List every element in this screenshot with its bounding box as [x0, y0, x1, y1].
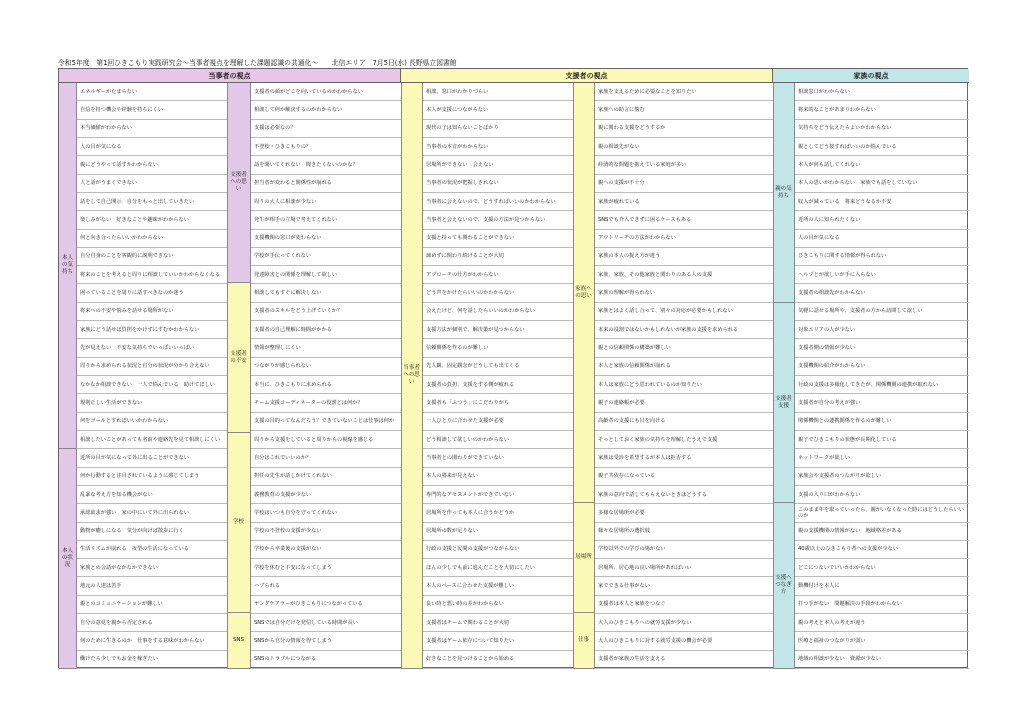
table-cell: 相談、窓口がわかりづらい [423, 83, 573, 101]
table-cell: 経済的な問題を抱えている家庭が多い [595, 156, 773, 174]
table-cell: 周りから求められる状況と自分の状況が分かり合えない [77, 358, 227, 376]
table-cell: 会えたけど、何を話したらいいのかわからない [423, 303, 573, 321]
table-cell: 人の目が気になる [795, 230, 969, 248]
table-cell: 支援者が家族の生活を支える [595, 651, 773, 669]
table-cell: 何か行動すると注目されているように感じてしまう [77, 468, 227, 486]
table-cell: 家族が疲れている [595, 193, 773, 211]
table-cell: 居場所、居心地の良い場所があればいい [595, 559, 773, 577]
table-cell: そっとしておく家族の気持ちを理解したうえで支援 [595, 431, 773, 449]
category-sns: SNS [227, 613, 251, 669]
table-cell: 良い時と悪い時の差がわからない [423, 596, 573, 614]
table-cell: 諦めずに関わり続けることが大切 [423, 248, 573, 266]
category-oya-kimochi: 親の気持ち [773, 83, 795, 303]
table-cell: SNSから自分の情報を得てしまう [251, 632, 401, 650]
table-cell: 気軽に話せる場所や、支援者の方から訪問して欲しい [795, 303, 969, 321]
table-cell: SNSのトラブルにつながる [251, 651, 401, 669]
table-cell: 居場所の数が足りない [423, 523, 573, 541]
table-cell: 生活リズムが崩れる 夜型の生活になっている [77, 541, 227, 559]
table-cell: 周りから支援をしていると周りからの視線を感じる [251, 431, 401, 449]
table-cell: 何をゴールとすればいいかわからない [77, 413, 227, 431]
table-cell: 支援の目的ってなんだろう？できていないことは仕事は何か [251, 413, 401, 431]
table-cell: 支援者も「ふつう」にこだわりがち [423, 394, 573, 412]
table-cell: 自分の意見を親から否定される [77, 614, 227, 632]
table-cell: 近所の人に知られたくない [795, 211, 969, 229]
table-cell: 話をして自己開示 自分をもっと出していきたい [77, 193, 227, 211]
table-cell: 本人は家族にどう思われているのか知りたい [595, 376, 773, 394]
table-cell: 好きなことを見つけることから始める [423, 651, 573, 669]
table-cell: 学校を休むと不安になってしまう [251, 559, 401, 577]
table-cell: 本人の将来が見えない [423, 468, 573, 486]
table-cell: 不登校・ひきこもりの？ [251, 138, 401, 156]
table-cell: 学校はいつも自分を守ってくれない [251, 504, 401, 522]
table-cell: 親子の連絡帳が必要 [595, 394, 773, 412]
table-cell: アプローチの仕方がわからない [423, 266, 573, 284]
table-cell: 家族は受診を希望するが本人は拒否する [595, 449, 773, 467]
table-cell: 親の考えと本人の考えが違う [795, 614, 969, 632]
table-cell: 家族の理解が得られない [595, 284, 773, 302]
table-cell: 家族への助言に悩む [595, 101, 773, 119]
category-ibasho: 居場所 [573, 503, 595, 613]
table-cell: 周りの大人に相談が少ない [251, 193, 401, 211]
table-cell: 当事者と会えないので、支援の方法が見つからない [423, 211, 573, 229]
table-cell: 将来のことを考えると周りに相談していいかわからなくなる [77, 266, 227, 284]
table-cell: エネルギーがたまらない [77, 83, 227, 101]
table-cell: 何と向き合ったらいいかわからない [77, 230, 227, 248]
category-honnin-kimochi: 本人の気持ち [59, 83, 77, 449]
table-cell: 信頼関係を作るのが難しい [423, 339, 573, 357]
table-cell: 居場所ができない 会えない [423, 156, 573, 174]
table-cell: 支援方法が個別で、解決策が見つからない [423, 321, 573, 339]
table-cell: 働けたら少しでもお金を稼ぎたい [77, 651, 227, 669]
table-cell: 行政の支援と民間の支援がつながらない [423, 541, 573, 559]
table-cell: 多様な居場所が必要 [595, 504, 773, 522]
table-cell: 様々な居場所の選択肢 [595, 523, 773, 541]
table-cell: 一人ひとりに合わせた支援が必要 [423, 413, 573, 431]
table-cell: 支援は必要なの？ [251, 120, 401, 138]
table-cell: 情報が整理しにくい [251, 339, 401, 357]
table-cell: 親とのコミュニケーションが難しい [77, 596, 227, 614]
table-cell: 発生が相手の立場で考えてくれない [251, 211, 401, 229]
table-cell: 学校の不登校の支援が少ない [251, 523, 401, 541]
table-cell: 人と話がうまくできない [77, 175, 227, 193]
table-cell: 乱暴な考え方を知る機会がない [77, 486, 227, 504]
category-shiensha-tsunagi: 支援へつなぎ方 [773, 503, 795, 669]
header-tojisha: 当事者の視点 [59, 69, 401, 83]
table-cell: 相談してもすぐに解決しない [251, 284, 401, 302]
table-cell: ネットワークが欲しい [795, 449, 969, 467]
table-cell: 支援機関の紹介がわからない [795, 358, 969, 376]
table-cell: 専門的なアセスメントができていない [423, 486, 573, 504]
table-cell: 家族にどう話せば負担をかけずにすむかわからない [77, 321, 227, 339]
document-title: 令和5年度 第1回ひきこもり実践研究会～当事者視点を理解した課題認識の共通化～ 北信エリア 7月5日(水) 長野県立図書館 [58, 59, 457, 67]
table-cell: 承認欲求が強い 家の中にいて外に出られない [77, 504, 227, 522]
table-cell: 支援機関の窓口が変わらない [251, 230, 401, 248]
table-cell: 大人のひきこもりに対する就労支援の機会が必要 [595, 632, 773, 650]
table-cell: 支援者側の情報が少ない [795, 339, 969, 357]
table-cell: ハブられる [251, 577, 401, 595]
table-cell: 学校から卒業後の支援がない [251, 541, 401, 559]
table-cell: 親にどうやって話すかわからない [77, 156, 227, 174]
table-cell: 家でできる仕事がない [595, 577, 773, 595]
table-cell: 相談したいことがあっても名前や連絡先を見て相談しにくい [77, 431, 227, 449]
table-cell: 家族との会話がなかなかできない [77, 559, 227, 577]
table-cell: 打つ手がない 問題解決の手段がわからない [795, 596, 969, 614]
category-honnin-joukyou: 本人の状況 [59, 449, 77, 669]
table-cell: 本当に、ひきこもりに求められる [251, 376, 401, 394]
table-cell: チーム支援コーディネーターの役割とは何か？ [251, 394, 401, 412]
table-cell: 近所の目が気になって外に出ることができない [77, 449, 227, 467]
table-cell: 将来的なことがあまりわからない [795, 101, 969, 119]
table-cell: 本人のペースに合わせた支援が難しい [423, 577, 573, 595]
table-cell: 親の支援機関の情報がない 地域格差がある [795, 523, 969, 541]
category-gakkou: 学校 [227, 433, 251, 613]
table-cell: 支援と持っても関わることができない [423, 230, 573, 248]
table-cell: 学校が手伝ってくれない [251, 248, 401, 266]
table-cell: SNSでは自分だけを発信している時間が長い [251, 614, 401, 632]
table-cell: 親子でひきこもりの状態が長期化している [795, 431, 969, 449]
table-cell: 地域の相談が少ない 資源が少ない [795, 651, 969, 669]
category-tojisha-omoi: 当事者への思い [401, 83, 423, 669]
table-cell: 人の目が気になる [77, 138, 227, 156]
table-cell: 義務教育の支援が少ない [251, 486, 401, 504]
table-cell: 担当者が変わると関係性が崩れる [251, 175, 401, 193]
column-kazoku-1 [795, 83, 969, 669]
table-cell: 担任の先生が話しかけてくれない [251, 468, 401, 486]
table-cell: 支援者は本人と家族をつなぐ [595, 596, 773, 614]
table-cell: 関係機関との連携関係を作るのが難しい [795, 413, 969, 431]
table-cell: 気持ちをどう伝えたらよいかわからない [795, 120, 969, 138]
table-cell: 対象エリアの人が少ない [795, 321, 969, 339]
table-cell: 規則正しい生活ができない [77, 394, 227, 412]
table-cell: 居場所を作っても本人に合うかどうか [423, 504, 573, 522]
table-cell: アウトリーチの方法がわからない [595, 230, 773, 248]
table-cell: 先人観、固定観念がどうしても出てくる [423, 358, 573, 376]
table-cell: 相談窓口がわからない [795, 83, 969, 101]
table-cell: 動機付けを本人に [795, 577, 969, 595]
table-cell: 支援者はチームで関わることが大切 [423, 614, 573, 632]
table-cell: 支援者が自分の考えが強い [795, 394, 969, 412]
table-cell: 親との信頼関係の構築が難しい [595, 339, 773, 357]
table-cell: 当事者との関わりができていない [423, 449, 573, 467]
table-cell: 行政の支援は多様化してきたが、関係機関の連携が取れない [795, 376, 969, 394]
table-cell: 本人と家族の信頼関係が崩れる [595, 358, 773, 376]
table-cell: 家族の意向で話してもらえないときはどうする [595, 486, 773, 504]
table-cell: 現代の子は知らないことばかり [423, 120, 573, 138]
table-cell: 当事者の本音がわからない [423, 138, 573, 156]
table-cell: 親に関わる支援をどうするか [595, 120, 773, 138]
table-cell: SNSでも介入できずに困るケースもある [595, 211, 773, 229]
issue-table [58, 68, 968, 668]
table-cell: 相談して何か解決するのかわからない [251, 101, 401, 119]
table-cell: 家族とはよく話し合って、別々の対応が必要かもしれない [595, 303, 773, 321]
table-cell: 家族会や支援者のつながりが欲しい [795, 468, 969, 486]
table-cell: 親の相談先がない [595, 138, 773, 156]
table-cell: 40歳以上のひきこもり者への支援が少ない [795, 541, 969, 559]
table-cell: 先が見えない 不安な気持ちでいっぱいいっぱい [77, 339, 227, 357]
table-cell: 支援者の顔がどこを向いているのかわからない [251, 83, 401, 101]
table-cell: 自信を持つ機会や経験を持ちにくい [77, 101, 227, 119]
column-shiensha-1 [423, 83, 573, 669]
table-cell: 自分はこれでいいのか？ [251, 449, 401, 467]
column-tojisha-2 [251, 83, 401, 669]
table-cell: 本当価値がわからない [77, 120, 227, 138]
table-cell: ひきこもりに関する情報が得られない [795, 248, 969, 266]
table-cell: 大人のひきこもりへの就労支援が少ない [595, 614, 773, 632]
table-cell: 本来の役割ではないかもしれないが家族の支援を求められる [595, 321, 773, 339]
table-cell: 親子共依存になっている [595, 468, 773, 486]
header-kazoku: 家族の視点 [773, 69, 969, 83]
table-cell: 家族を支えるために必要なことを知りたい [595, 83, 773, 101]
table-cell: どう声をかけたらいいのかわからない [423, 284, 573, 302]
category-shiensha-fuan: 支援者の不安 [227, 283, 251, 433]
table-cell: ヘルプとが欲しいが手に入らない [795, 266, 969, 284]
category-shigoto: 仕事 [573, 613, 595, 669]
table-cell: 困っていることを周りに話すべきなのか迷う [77, 284, 227, 302]
table-cell: 家族、家族、その他家族と関わりのある人の支援 [595, 266, 773, 284]
table-cell: 何のために生きるのか 仕事をする意味がわからない [77, 632, 227, 650]
table-cell: 自分自身のことを客観的に説明できない [77, 248, 227, 266]
table-cell: このまま年を取っていったら、親がいなくなった時にはどうしたらいいのか [795, 504, 969, 522]
table-cell: 支援者はゲーム依存について知りたい [423, 632, 573, 650]
table-cell: 本人が何も話してくれない [795, 156, 969, 174]
table-cell: つながりが感じられない [251, 358, 401, 376]
table-cell: 収入が減っている 将来どうなるか不安 [795, 193, 969, 211]
table-cell: 高齢者の支援にも目を向ける [595, 413, 773, 431]
table-cell: 動物が癒しになる 気分が向けば散歩に行く [77, 523, 227, 541]
table-cell: 話を聞いてくれない 聞きたくないのかな？ [251, 156, 401, 174]
table-cell: 支援者の相談先がわからない [795, 284, 969, 302]
table-cell: 支援者のスキルをどう上げていくか？ [251, 303, 401, 321]
table-cell: 当事者に会えないので、どうすればいいのかわからない [423, 193, 573, 211]
category-shiensha-omoi: 支援者への思い [227, 83, 251, 283]
table-cell: 地元の人達は苦手 [77, 577, 227, 595]
table-cell: 発達障害との関係を理解して欲しい [251, 266, 401, 284]
category-shiensha-shien: 支援者支援 [773, 303, 795, 503]
table-cell: 支援者の自己理解に時間がかかる [251, 321, 401, 339]
table-cell: 支援の入り口がわからない [795, 486, 969, 504]
table-cell: 将来への不安や悩みを話せる場所がない [77, 303, 227, 321]
column-shiensha-2 [595, 83, 773, 669]
table-cell: 支援者の負担、支援をする側が疲れる [423, 376, 573, 394]
table-cell: 家族の本人の捉え方が違う [595, 248, 773, 266]
table-cell: 医療と福祉のつながりが弱い [795, 632, 969, 650]
category-kazoku-omoi: 家族への思い [573, 83, 595, 503]
table-cell: 学校以外での学びの場がない [595, 541, 773, 559]
table-cell: どう相談して欲しいのかわからない [423, 431, 573, 449]
table-cell: ヤングケアラーがひきこもりにつながっている [251, 596, 401, 614]
table-cell: 楽しみがない 好きなことや趣味がわからない [77, 211, 227, 229]
table-cell: 親としてどう接すればいいのか悩んでいる [795, 138, 969, 156]
column-tojisha-1 [77, 83, 227, 669]
header-shiensha: 支援者の視点 [401, 69, 773, 83]
table-cell: 当事者の状況が把握しきれない [423, 175, 573, 193]
table-cell: 本人が支援につながらない [423, 101, 573, 119]
table-cell: どこにつないでいいかわからない [795, 559, 969, 577]
table-cell: 本人の思いがわからない 家族でも話をしていない [795, 175, 969, 193]
table-cell: ほんの少しでも前に進んだことを大切にしたい [423, 559, 573, 577]
table-cell: 親への支援が不十分 [595, 175, 773, 193]
table-cell: なかなか相談できない 一人で悩んでいる 助けてほしい [77, 376, 227, 394]
